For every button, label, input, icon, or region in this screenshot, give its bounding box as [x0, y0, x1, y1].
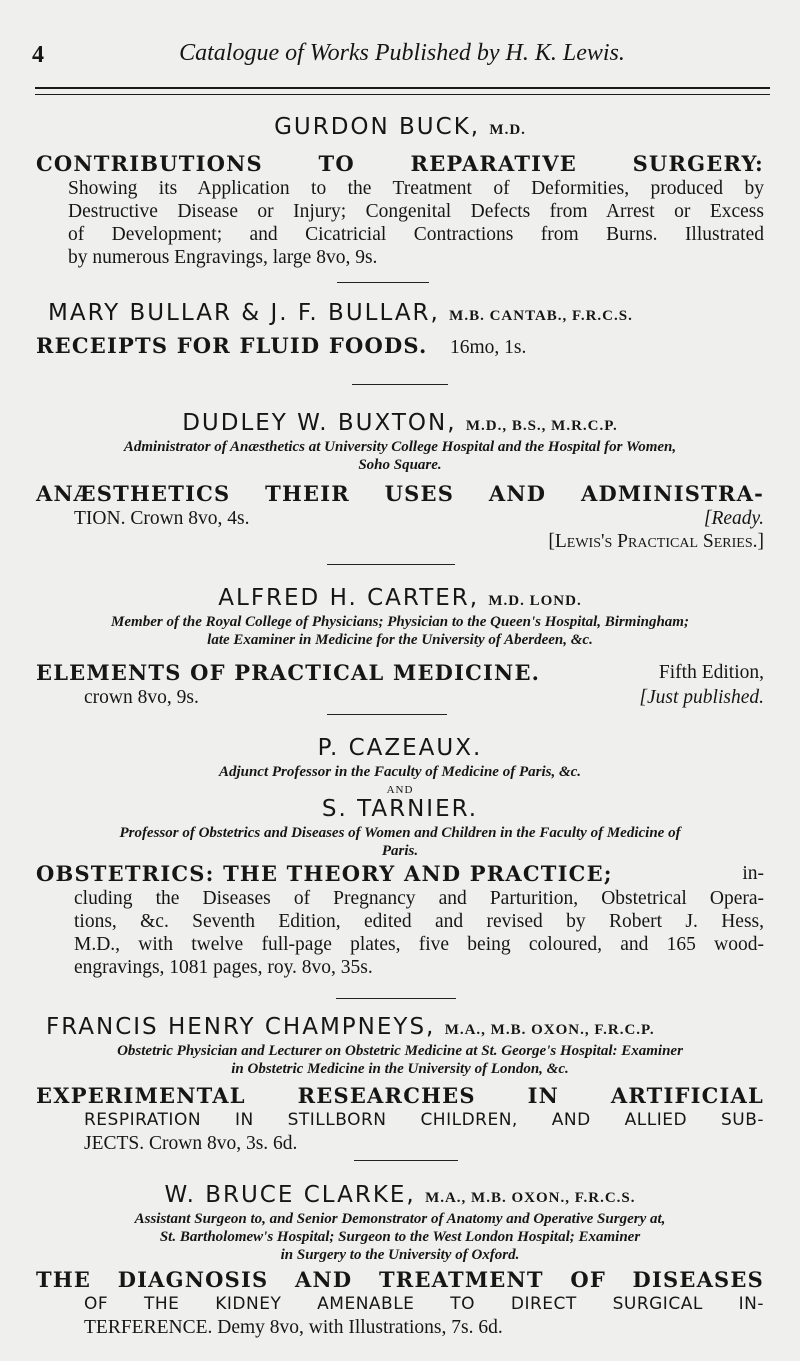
description-line: by numerous Engravings, large 8vo, 9s. [68, 247, 378, 268]
work-description [36, 686, 764, 709]
author-affiliation: Adjunct Professor in the Faculty of Medicine of Paris, &c. [218, 764, 582, 780]
title-text: RECEIPTS FOR FLUID FOODS. [36, 333, 428, 358]
author-degree: M.D., B.S., M.R.C.P. [465, 418, 618, 434]
work-title [36, 860, 764, 887]
entry-bullar [36, 300, 764, 361]
author-degree: M.B. CANTAB., F.R.C.S. [449, 308, 633, 324]
affiliation-line: St. Bartholomew's Hospital; Surgeon to the West London Hospital; Examiner [159, 1229, 641, 1245]
affiliation-line: Obstetric Physician and Lecturer on Obstetric Medicine at St. George's Hospital: Examiner [117, 1043, 683, 1059]
entry-cazeaux-tarnier [36, 735, 764, 979]
author-affiliation [36, 824, 764, 860]
author-degree: M.D. LOND. [488, 593, 582, 609]
section-separator [327, 714, 447, 715]
author-text: GURDON BUCK, [274, 114, 481, 140]
description-line: engravings, 1081 pages, roy. 8vo, 35s. [74, 957, 373, 978]
conjunction: AND [386, 784, 414, 796]
description-line: Destructive Disease or Injury; Congenital Defects from Arrest or Excess [68, 201, 764, 222]
affiliation-line: Member of the Royal College of Physicians; Physician to the Queen's Hospital, Birmingham; [111, 614, 689, 630]
author-name [36, 585, 764, 611]
affiliation-line: Soho Square. [358, 457, 442, 473]
description-line: of Development; and Cicatricial Contractions from Burns. Illustrated [68, 224, 764, 245]
work-title: EXPERIMENTAL RESEARCHES IN ARTIFICIAL [36, 1083, 764, 1108]
affiliation-line: Professor of Obstetrics and Diseases of Women and Children in the Faculty of Medicine of [119, 825, 681, 841]
title-text: OBSTETRICS: THE THEORY AND PRACTICE; [36, 861, 613, 886]
entry-buxton [36, 410, 764, 553]
author-text: FRANCIS HENRY CHAMPNEYS, [46, 1014, 436, 1040]
work-format: 16mo, 1s. [450, 337, 527, 358]
description-line: tions, &c. Seventh Edition, edited and revised by Robert J. Hess, [74, 911, 764, 932]
header-double-rule [35, 87, 770, 95]
author-name [36, 300, 764, 326]
publication-status: [Ready. [703, 508, 764, 529]
work-title: THE DIAGNOSIS AND TREATMENT OF DISEASES [36, 1267, 764, 1292]
section-separator [354, 1160, 458, 1161]
description-line: cluding the Diseases of Pregnancy and Parturition, Obstetrical Opera- [74, 888, 764, 909]
work-description [36, 1109, 764, 1155]
author-degree: M.A., M.B. OXON., F.R.C.S. [425, 1190, 636, 1206]
description-line: M.D., with twelve full-page plates, five being coloured, and 165 wood- [74, 934, 764, 955]
section-separator [352, 384, 448, 385]
entry-clarke [36, 1182, 764, 1339]
section-separator [336, 998, 456, 999]
work-description [36, 507, 764, 553]
author-degree: M.A., M.B. OXON., F.R.C.P. [444, 1022, 655, 1038]
section-separator [327, 564, 455, 565]
page-number: 4 [32, 42, 44, 68]
work-description [36, 177, 764, 269]
section-separator [337, 282, 429, 283]
affiliation-line: Administrator of Anæsthetics at University College Hospital and the Hospital for Women, [123, 439, 677, 455]
author-affiliation [36, 613, 764, 649]
work-title: ANÆSTHETICS THEIR USES AND ADMINISTRA- [36, 481, 764, 506]
affiliation-line: Assistant Surgeon to, and Senior Demonstrator of Anatomy and Operative Surgery at, [134, 1211, 666, 1227]
edition-info: Fifth Edition, [658, 662, 764, 683]
running-title: Catalogue of Works Published by H. K. Lewis. [179, 40, 625, 66]
author-text: MARY BULLAR & J. F. BULLAR, [48, 300, 440, 326]
entry-carter [36, 585, 764, 709]
author-name: S. TARNIER. [321, 796, 479, 822]
work-title [36, 332, 764, 361]
publication-status: [Just published. [639, 687, 764, 708]
author-affiliation [36, 1042, 764, 1078]
author-name: P. CAZEAUX. [317, 735, 483, 761]
description-line: Showing its Application to the Treatment of Deformities, produced by [68, 178, 764, 199]
affiliation-line: Paris. [381, 843, 419, 859]
title-text: ELEMENTS OF PRACTICAL MEDICINE. [36, 660, 541, 685]
description-line: JECTS. Crown 8vo, 3s. 6d. [84, 1133, 298, 1154]
affiliation-line: late Examiner in Medicine for the University of Aberdeen, &c. [207, 632, 593, 648]
author-text: ALFRED H. CARTER, [218, 585, 480, 611]
description-line: TERFERENCE. Demy 8vo, with Illustrations, 7s. 6d. [84, 1317, 503, 1338]
entry-champneys [36, 1014, 764, 1155]
title-continuation: in- [742, 863, 764, 884]
work-description [36, 1293, 764, 1339]
author-text: DUDLEY W. BUXTON, [182, 410, 457, 436]
description-line: crown 8vo, 9s. [84, 687, 199, 708]
description-line: OF THE KIDNEY AMENABLE TO DIRECT SURGICAL IN- [84, 1294, 764, 1314]
author-text: W. BRUCE CLARKE, [164, 1182, 416, 1208]
author-name [36, 1014, 764, 1040]
affiliation-line: in Surgery to the University of Oxford. [280, 1247, 520, 1263]
author-degree: M.D. [489, 122, 526, 138]
work-description [36, 887, 764, 979]
entry-buck [36, 114, 764, 269]
author-name [36, 410, 764, 436]
description-line: TION. Crown 8vo, 4s. [74, 508, 250, 529]
work-title: CONTRIBUTIONS TO REPARATIVE SURGERY: [36, 151, 764, 176]
author-affiliation [36, 438, 764, 474]
work-title [36, 659, 764, 686]
page-header [32, 40, 772, 70]
author-name [36, 1182, 764, 1208]
series-name: [Lewis's Practical Series.] [548, 531, 764, 552]
description-line: RESPIRATION IN STILLBORN CHILDREN, AND ALLIED SUB- [84, 1110, 764, 1130]
author-name [36, 114, 764, 140]
affiliation-line: in Obstetric Medicine in the University of London, &c. [231, 1061, 569, 1077]
author-affiliation [36, 1210, 764, 1264]
